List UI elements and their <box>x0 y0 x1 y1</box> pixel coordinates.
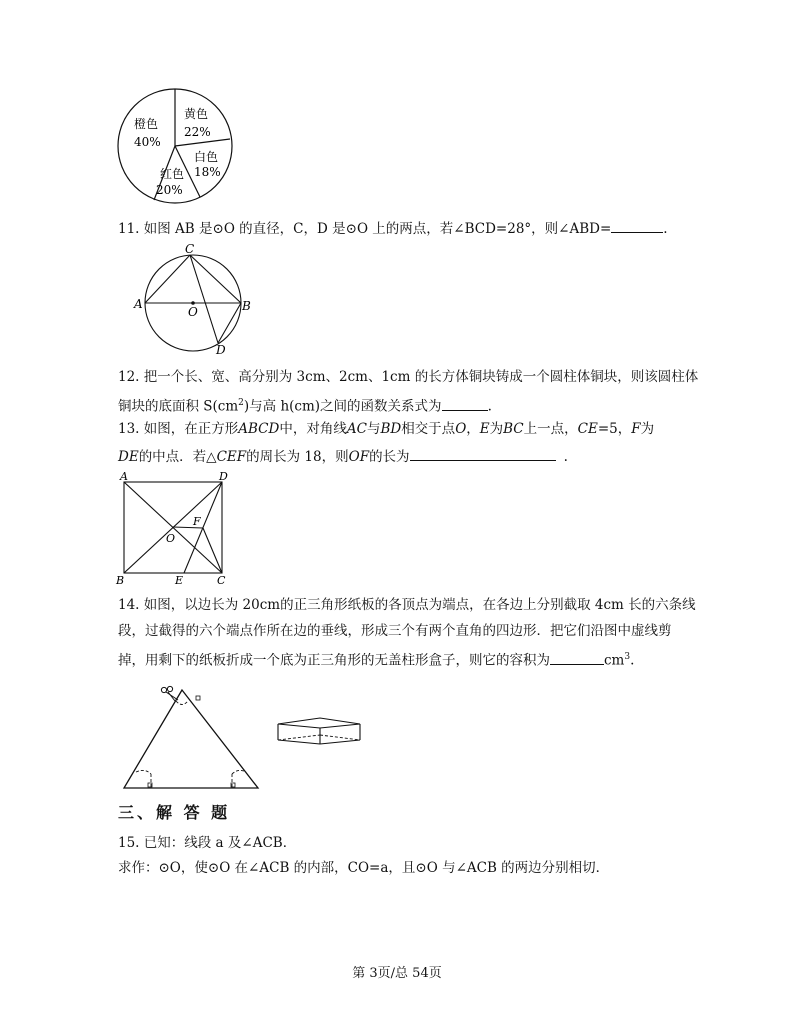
pie-chart <box>110 86 240 206</box>
q13-label-e: E <box>175 574 184 587</box>
q14-triangle-figure <box>118 684 266 794</box>
pie-pct-orange: 40% <box>134 135 161 149</box>
q14-top-cut <box>176 701 188 705</box>
q14-sup: 3 <box>624 652 631 662</box>
q13-line2 <box>118 446 568 467</box>
pie-pct-yellow: 22% <box>184 125 211 139</box>
q14-bottom-right-cut <box>232 770 246 774</box>
q12-answer-blank <box>442 396 488 411</box>
q14-box-bottom-left <box>278 740 320 744</box>
pie-label-orange: 橙色 <box>134 117 159 131</box>
q14-box-hidden-left <box>278 735 320 740</box>
q11-end: . <box>663 221 668 237</box>
q14-box-top <box>278 718 360 728</box>
q13-t6: 为 <box>489 421 504 437</box>
q11-answer-blank <box>611 218 663 233</box>
q13-label-c: C <box>217 574 226 587</box>
q14-bottom-left-cut <box>136 770 151 774</box>
q13-f: F <box>631 421 641 437</box>
q14-box-hidden-right <box>320 735 360 740</box>
q13-t3: 与 <box>366 421 381 437</box>
pie-pct-white: 18% <box>194 165 221 179</box>
q12-line2 <box>118 393 492 417</box>
q12-sup: 2 <box>238 398 244 408</box>
q13-cef: CEF <box>216 449 247 465</box>
scissors-icon <box>161 686 178 701</box>
q14-line2: 段，过截得的六个端点作所在边的垂线，形成三个有两个直角的四边形．把它们沿图中虚线剪 <box>118 623 672 639</box>
q13-de: DE <box>118 449 139 465</box>
q11-label-c: C <box>185 244 195 256</box>
q13-label-o: O <box>166 532 176 545</box>
q13-t9: 为 <box>640 421 655 437</box>
q13-figure <box>112 470 240 588</box>
q14-unit: cm <box>604 652 625 669</box>
q11-figure <box>130 244 260 356</box>
q14-box-figure <box>274 714 366 748</box>
q15-line2: 求作：⊙O，使⊙O 在∠ACB 的内部，CO=a，且⊙O 与∠ACB 的两边分别相切． <box>118 860 610 876</box>
q13-t5: ， <box>466 421 480 437</box>
q13-label-b: B <box>116 574 125 587</box>
q13-label-a: A <box>120 470 128 483</box>
q12-line2-pre: 铜块的底面积 S(cm <box>118 398 239 415</box>
q13-abcd: ABCD <box>238 421 280 437</box>
pie-slice-yellow <box>175 139 230 146</box>
q14-line3-pre: 掉，用剩下的纸板折成一个底为正三角形的无盖柱形盒子，则它的容积为 <box>118 652 550 669</box>
q13-line1 <box>118 419 654 439</box>
q13-bd: BD <box>380 421 402 437</box>
q11-line-bd <box>218 303 241 343</box>
q14-answer-blank <box>550 650 604 665</box>
q13-t12: 的长为 <box>369 449 410 465</box>
q13-t4: 相交于点 <box>401 421 456 437</box>
q11-label-d: D <box>216 343 226 356</box>
q13-segment-fc <box>203 528 222 573</box>
q11-label-o: O <box>188 305 198 319</box>
q14-top-right-angle <box>196 696 200 700</box>
q13-bc: BC <box>503 421 524 437</box>
q11-text <box>118 218 668 239</box>
q14-line3 <box>118 647 634 671</box>
q13-e: E <box>479 421 490 437</box>
q13-answer-blank <box>410 446 556 461</box>
q13-of: OF <box>348 449 370 465</box>
page-footer: 第 3页/总 54页 <box>352 966 442 981</box>
q13-t8: =5， <box>597 421 632 437</box>
q13-label-d: D <box>219 470 228 483</box>
q13-t1: 13. 如图，在正方形 <box>118 421 239 437</box>
q13-t11: 的周长为 18，则 <box>246 449 349 465</box>
q13-ce: CE <box>577 421 598 437</box>
pie-pct-red: 20% <box>156 183 183 197</box>
q14-box-bottom-right <box>320 740 360 744</box>
q12-line2-post: )与高 h(cm)之间的函数关系式为 <box>243 398 442 415</box>
q11-stem: 11. 如图 AB 是⊙O 的直径，C，D 是⊙O 上的两点，若∠BCD=28°，则∠ABD= <box>118 221 612 237</box>
q13-label-f: F <box>193 515 201 528</box>
q11-label-b: B <box>242 299 251 313</box>
q15-line1: 15. 已知：线段 a 及∠ACB． <box>118 835 297 851</box>
q14-triangle <box>124 690 258 788</box>
pie-label-red: 红色 <box>160 167 185 181</box>
q13-ac: AC <box>346 421 367 437</box>
pie-label-white: 白色 <box>194 150 219 164</box>
q14-line1: 14. 如图，以边长为 20cm的正三角形纸板的各顶点为端点，在各边上分别截取 4cm 长的六条线 <box>118 597 696 613</box>
q13-end: . <box>563 449 568 465</box>
q13-t2: 中，对角线 <box>279 421 347 437</box>
section-heading: 三、解 答 题 <box>118 803 231 822</box>
q13-t10: 的中点．若△ <box>138 449 217 465</box>
q12-end: . <box>487 398 492 415</box>
pie-label-yellow: 黄色 <box>184 107 209 121</box>
q12-line1: 12. 把一个长、宽、高分别为 3cm、2cm、1cm 的长方体铜块铸成一个圆柱体铜块，则该圆柱体 <box>118 369 699 385</box>
q13-t7: 上一点， <box>523 421 578 437</box>
q11-label-a: A <box>134 297 143 311</box>
q13-o: O <box>455 421 467 437</box>
q14-end: . <box>630 652 635 669</box>
